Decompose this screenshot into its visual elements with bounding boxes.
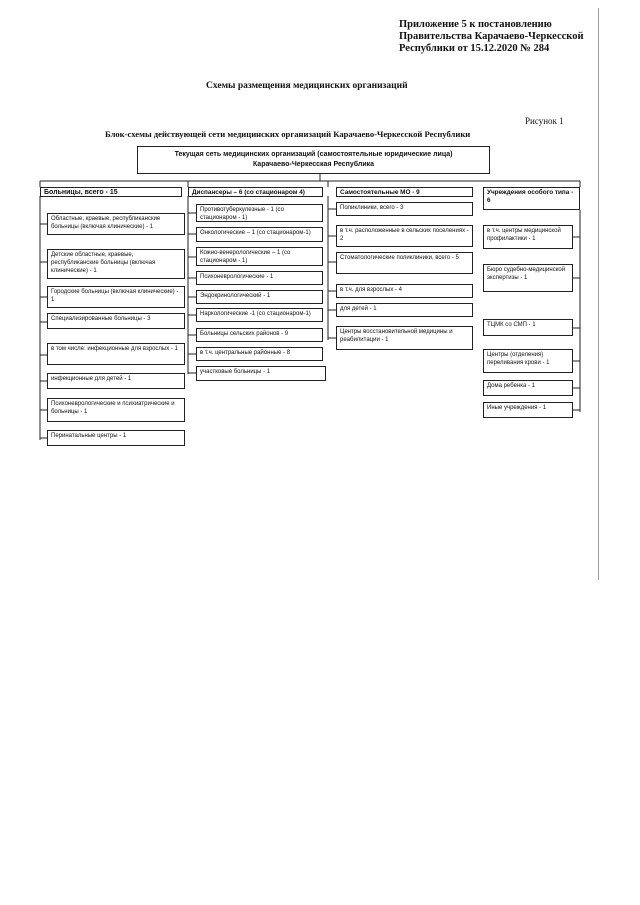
special-header: Учреждения особого типа - 6	[483, 187, 580, 210]
hospital-item-5: в том числе: инфекционные для взрослых - 1	[47, 343, 185, 365]
hospital-item-4: Специализированные больницы - 3	[47, 313, 185, 329]
independent-item-6: Центры восстановительной медицины и реабилитации - 1	[336, 326, 473, 350]
top-box	[137, 146, 490, 174]
independent-item-3: Стоматологические поликлиники, всего - 5	[336, 252, 473, 274]
special-item-2: Бюро судебно-медицинской экспертизы - 1	[483, 264, 573, 292]
appendix-line-1: Приложение 5 к постановлению	[399, 19, 552, 30]
dispensary-item-3: Кожно-венерологические – 1 (со стационаром - 1)	[196, 247, 323, 266]
independent-header: Самостоятельные МО - 9	[336, 187, 473, 197]
special-item-3: ТЦМК со СМП - 1	[483, 319, 573, 336]
independent-item-1: Поликлиники, всего - 3	[336, 202, 473, 216]
dispensary-item-9: участковые больницы - 1	[196, 366, 326, 381]
special-item-4: Центры (отделения) переливания крови - 1	[483, 349, 573, 373]
special-item-5: Дома ребенка - 1	[483, 380, 573, 396]
independent-item-2: в т.ч. расположенные в сельских поселениях - 2	[336, 225, 473, 247]
top-box-line-1: Текущая сеть медицинских организаций (самостоятельные юридические лица)	[174, 151, 453, 158]
independent-item-5: для детей - 1	[336, 303, 473, 317]
dispensary-item-1: Противотуберкулезные - 1 (со стационаром - 1)	[196, 204, 323, 222]
special-item-6: Иные учреждения - 1	[483, 402, 573, 418]
hospital-item-2: Детские областные, краевые, республиканские больницы (включая клинические) - 1	[47, 249, 185, 279]
dispensary-item-5: Эндокринологический - 1	[196, 290, 323, 304]
hospital-item-7: Психоневрологические и психиатрические и больницы - 1	[47, 398, 185, 422]
dispensary-item-6: Наркологические -1 (со стационаром-1)	[196, 308, 323, 322]
section-title: Схемы размещения медицинских организаций	[206, 81, 408, 91]
dispensary-item-4: Психоневрологические - 1	[196, 271, 323, 285]
hospital-item-6: инфекционные для детей - 1	[47, 373, 185, 389]
dispensary-item-8: в т.ч. центральные районные - 8	[196, 347, 323, 361]
appendix-line-2: Правительства Карачаево-Черкесской	[399, 31, 584, 42]
dispensary-item-2: Онкологические – 1 (со стационаром-1)	[196, 227, 323, 242]
dispensary-item-7: Больницы сельских районов - 9	[196, 328, 323, 342]
figure-label: Рисунок 1	[525, 116, 564, 126]
special-item-1: в т.ч. центры медицинской профилактики - 1	[483, 225, 573, 249]
hospital-item-1: Областные, краевые, республиканские больницы (включая клинические) - 1	[47, 213, 185, 235]
dispensaries-header: Диспансеры – 6 (со стационаром 4)	[188, 187, 323, 197]
appendix-line-3: Республики от 15.12.2020 № 284	[399, 43, 550, 54]
hospital-item-8: Перинатальные центры - 1	[47, 430, 185, 446]
hospitals-header: Больницы, всего - 15	[40, 187, 182, 197]
hospital-item-3: Городские больницы (включая клинические) - 1	[47, 286, 185, 308]
figure-title: Блок-схемы действующей сети медицинских организаций Карачаево-Черкесской Республики	[105, 129, 471, 139]
independent-item-4: в т.ч. для взрослых - 4	[336, 284, 473, 298]
top-box-line-2: Карачаево-Черкесская Республика	[252, 161, 375, 168]
